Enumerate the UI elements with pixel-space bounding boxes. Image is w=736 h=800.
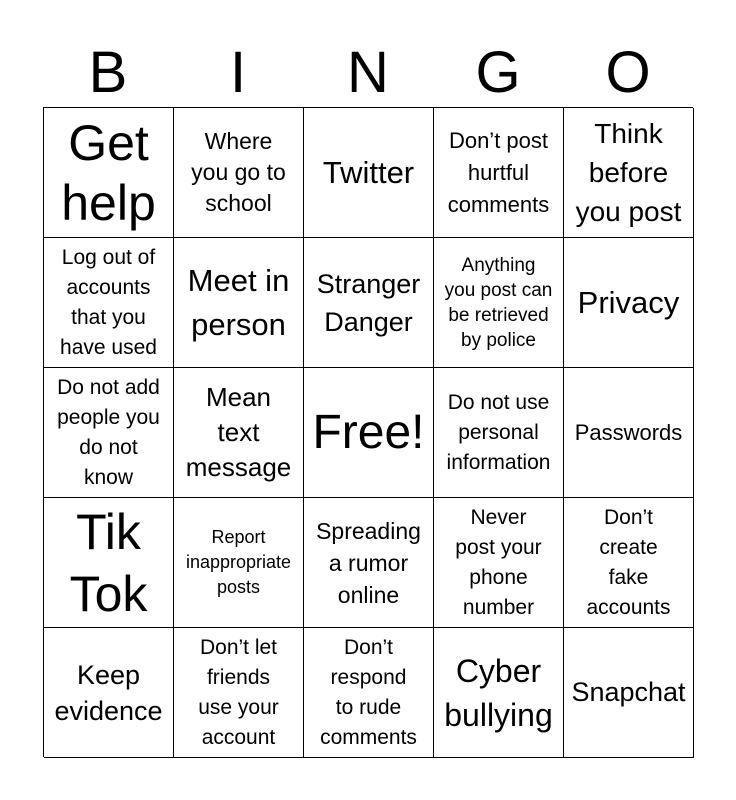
bingo-cell — [564, 368, 694, 498]
header-letter-n: N — [347, 40, 389, 105]
bingo-cell — [304, 108, 434, 238]
header-letter-i: I — [229, 40, 247, 105]
cell-text: Passwords — [574, 419, 683, 445]
bingo-cell — [434, 368, 564, 498]
bingo-cell — [174, 108, 304, 238]
bingo-cell — [564, 238, 694, 368]
bingo-cell — [434, 108, 564, 238]
bingo-cell — [44, 238, 174, 368]
bingo-cell — [174, 628, 304, 758]
cell-text: Anything you post can be retrieved by police — [444, 254, 553, 351]
bingo-cell — [434, 498, 564, 628]
bingo-cell — [304, 628, 434, 758]
cell-text: Cyber bullying — [444, 652, 553, 733]
bingo-cell — [304, 498, 434, 628]
bingo-cell — [44, 628, 174, 758]
header-letter-o: O — [605, 40, 651, 105]
bingo-cell — [304, 368, 434, 498]
cell-text: Privacy — [577, 284, 680, 320]
header-letter-g: G — [475, 40, 521, 105]
cell-text: Don’t create fake accounts — [586, 505, 671, 619]
bingo-cell — [434, 238, 564, 368]
cell-text: Think before you post — [575, 118, 682, 227]
cell-text: Spreading a rumor online — [316, 517, 421, 608]
cell-text: Keep evidence — [54, 659, 163, 726]
cell-text: Where you go to school — [191, 128, 286, 216]
cell-text: Never post your phone number — [455, 505, 542, 619]
cell-text: Twitter — [322, 154, 415, 190]
bingo-board — [43, 107, 693, 757]
cell-text: Get help — [61, 114, 156, 231]
header-letter-b: B — [88, 40, 128, 105]
bingo-cell — [434, 628, 564, 758]
cell-text: Don’t respond to rude comments — [320, 635, 417, 749]
bingo-cell — [174, 238, 304, 368]
cell-text: Meet in person — [187, 262, 290, 342]
cell-text: Tik Tok — [69, 503, 148, 622]
cell-text: Don’t post hurtful comments — [447, 127, 550, 217]
bingo-cell — [564, 498, 694, 628]
cell-text: Don’t let friends use your account — [198, 635, 279, 749]
bingo-cell — [174, 368, 304, 498]
bingo-cell — [174, 498, 304, 628]
cell-text: Snapchat — [571, 677, 686, 707]
bingo-cell — [304, 238, 434, 368]
bingo-cell — [44, 498, 174, 628]
cell-text: Do not use personal information — [446, 390, 551, 474]
cell-text: Report inappropriate posts — [185, 527, 292, 597]
bingo-cell — [44, 108, 174, 238]
bingo-cell — [44, 368, 174, 498]
cell-text: Free! — [312, 405, 425, 459]
bingo-cell — [564, 108, 694, 238]
cell-text: Log out of accounts that you have used — [60, 245, 157, 359]
bingo-header — [43, 40, 693, 106]
bingo-cell — [564, 628, 694, 758]
cell-text: Stranger Danger — [316, 268, 421, 337]
cell-text: Do not add people you do not know — [57, 375, 160, 489]
cell-text: Mean text message — [185, 382, 292, 482]
